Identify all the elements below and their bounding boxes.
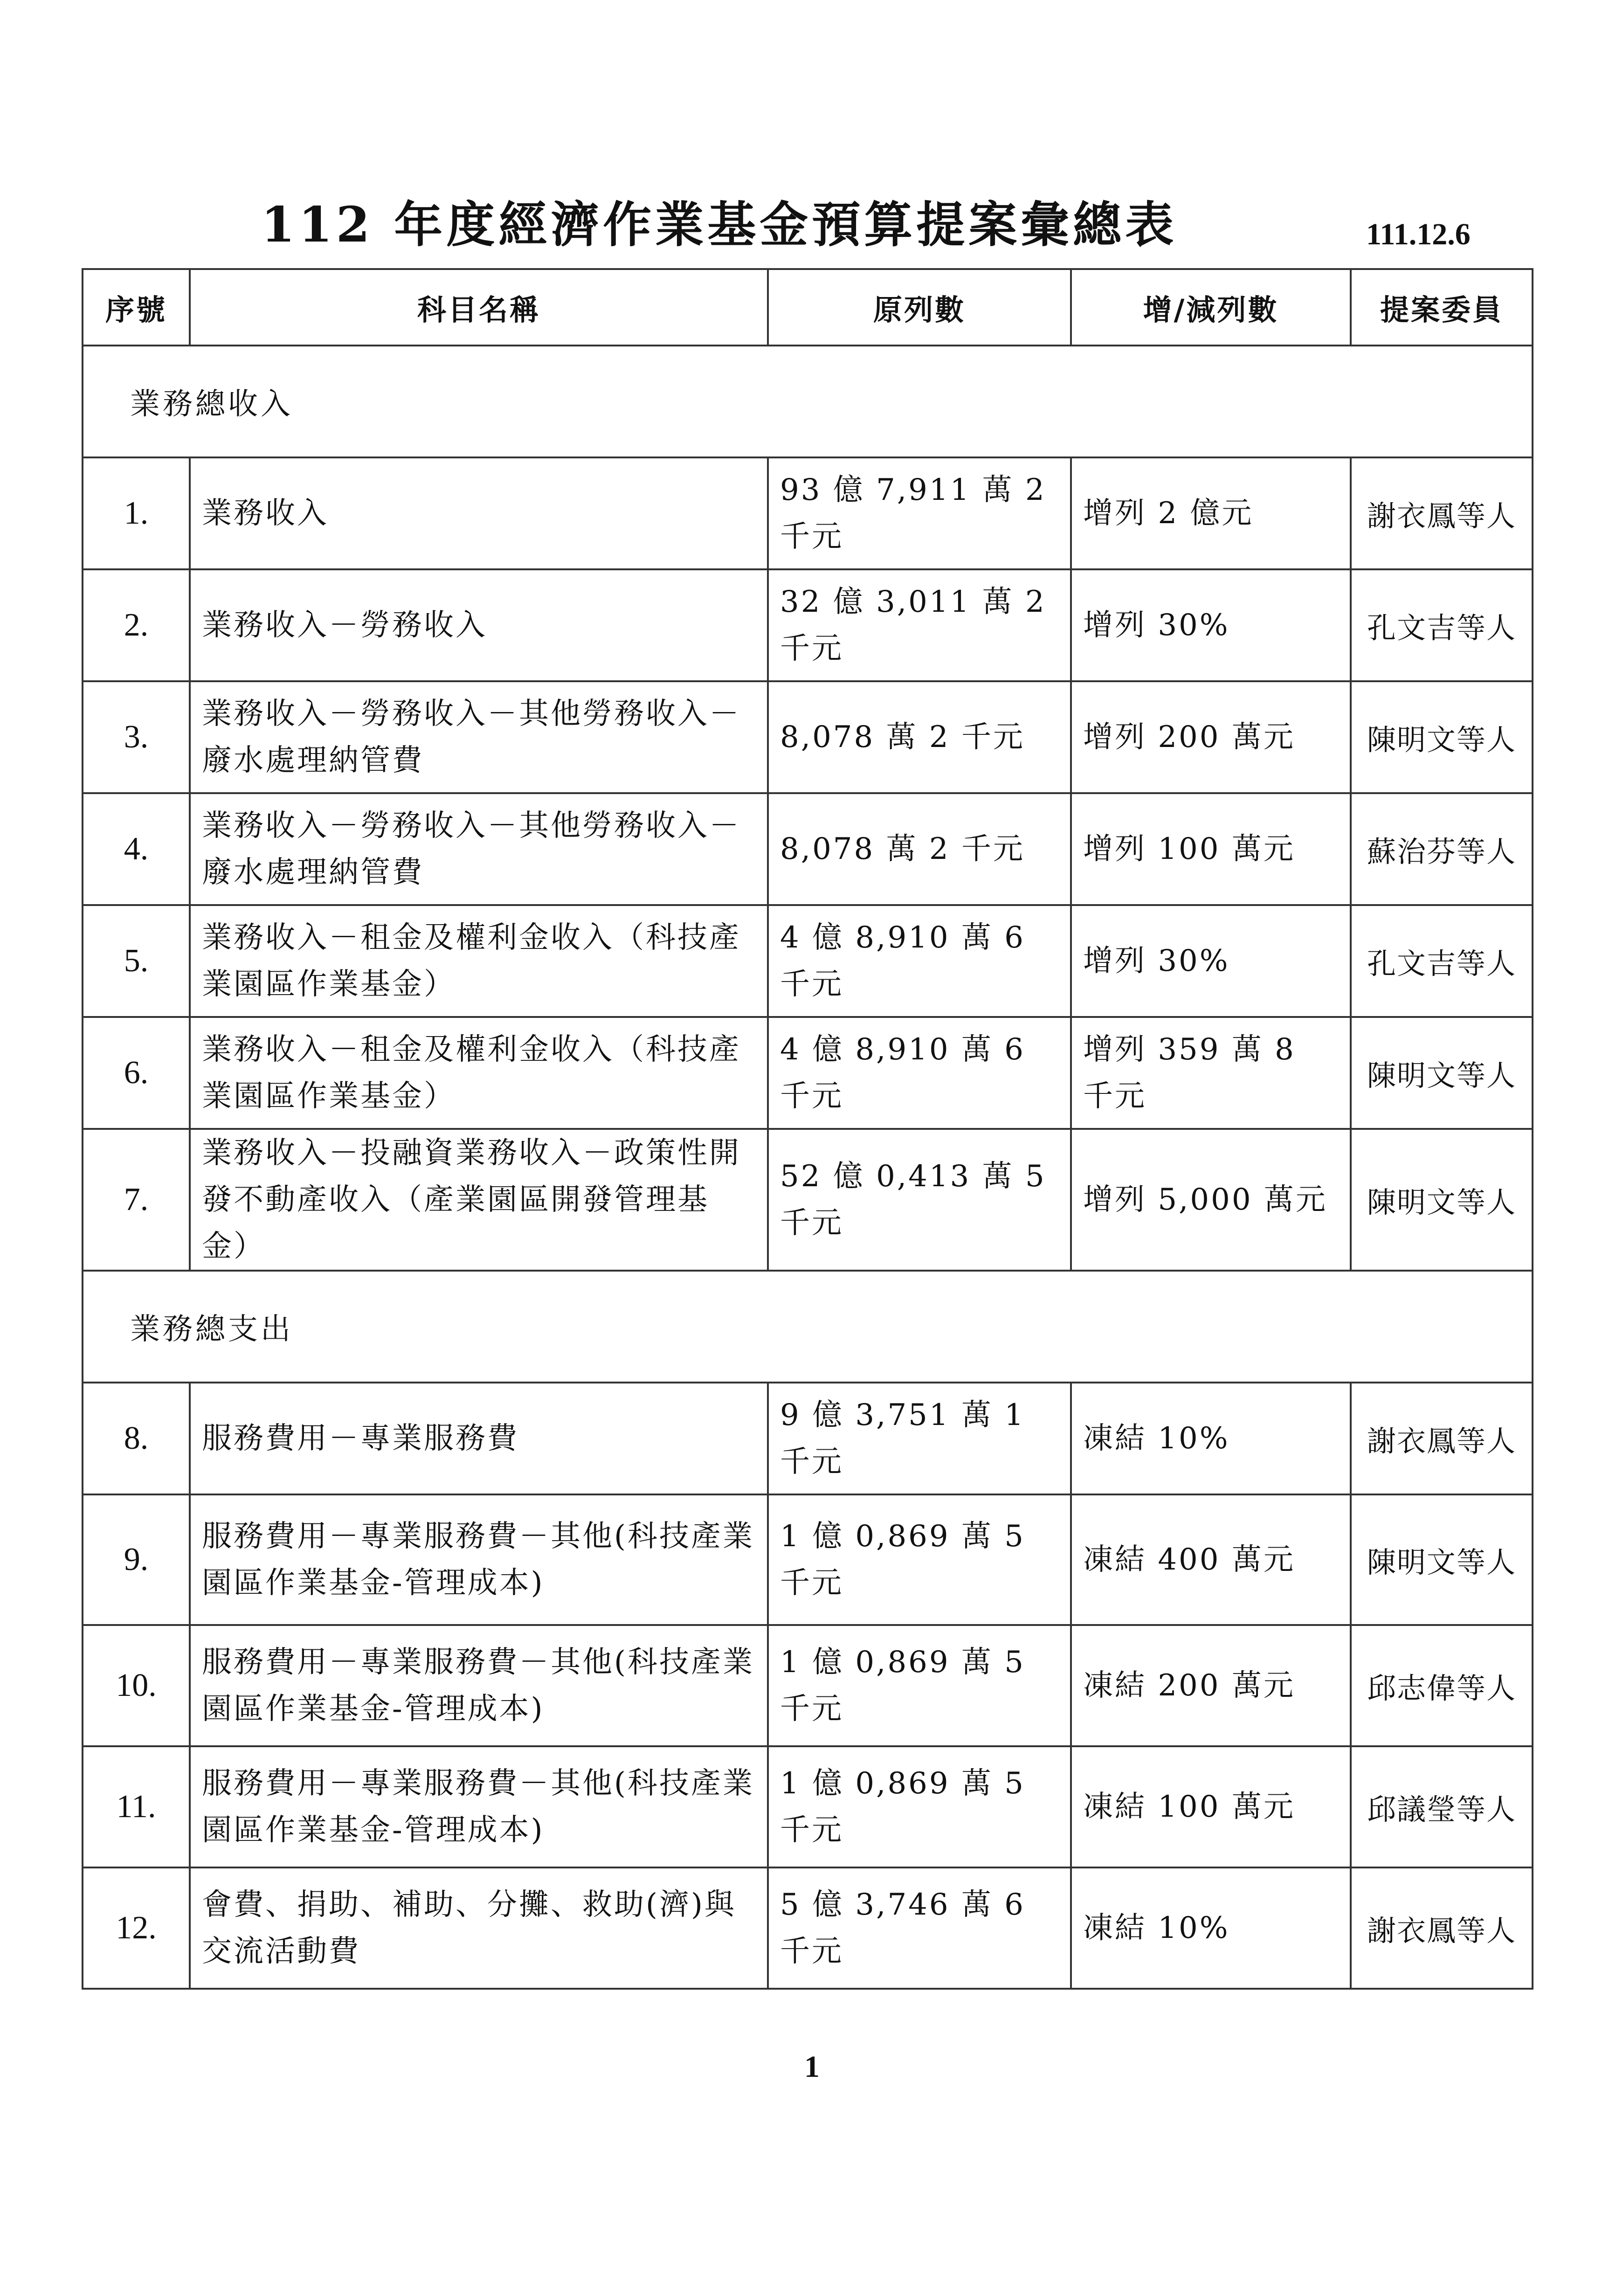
table-row [83, 1383, 1533, 1494]
original-amount: 1 億 0,869 萬 5 千元 [768, 1746, 1071, 1867]
row-number: 10. [83, 1625, 190, 1746]
row-number: 1. [83, 457, 190, 569]
original-amount: 1 億 0,869 萬 5 千元 [768, 1494, 1071, 1625]
change-amount: 增列 5,000 萬元 [1071, 1129, 1351, 1271]
change-amount: 凍結 100 萬元 [1071, 1746, 1351, 1867]
proposing-member: 邱志偉等人 [1351, 1625, 1533, 1746]
proposing-member: 陳明文等人 [1351, 681, 1533, 793]
row-number: 8. [83, 1383, 190, 1494]
change-amount: 凍結 400 萬元 [1071, 1494, 1351, 1625]
table-header-row [83, 269, 1533, 346]
item-name: 服務費用－專業服務費 [190, 1383, 768, 1494]
change-amount: 凍結 200 萬元 [1071, 1625, 1351, 1746]
item-name: 服務費用－專業服務費－其他(科技產業園區作業基金-管理成本) [190, 1494, 768, 1625]
header-name: 科目名稱 [190, 269, 768, 346]
original-amount: 4 億 8,910 萬 6 千元 [768, 1017, 1071, 1129]
row-number: 7. [83, 1129, 190, 1271]
table-row [83, 1017, 1533, 1129]
item-name: 業務收入 [190, 457, 768, 569]
row-number: 9. [83, 1494, 190, 1625]
page-number: 1 [804, 2050, 820, 2084]
item-name: 服務費用－專業服務費－其他(科技產業園區作業基金-管理成本) [190, 1625, 768, 1746]
original-amount: 8,078 萬 2 千元 [768, 681, 1071, 793]
table-row [83, 793, 1533, 905]
proposing-member: 陳明文等人 [1351, 1129, 1533, 1271]
row-number: 12. [83, 1867, 190, 1989]
original-amount: 8,078 萬 2 千元 [768, 793, 1071, 905]
proposing-member: 孔文吉等人 [1351, 905, 1533, 1017]
change-amount: 增列 359 萬 8 千元 [1071, 1017, 1351, 1129]
table-row [83, 1625, 1533, 1746]
row-number: 4. [83, 793, 190, 905]
change-amount: 增列 100 萬元 [1071, 793, 1351, 905]
section-title: 業務總支出 [83, 1271, 1533, 1383]
row-number: 3. [83, 681, 190, 793]
table-row [83, 1129, 1533, 1271]
table-row [83, 1746, 1533, 1867]
table-row [83, 681, 1533, 793]
row-number: 11. [83, 1746, 190, 1867]
proposing-member: 謝衣鳳等人 [1351, 1383, 1533, 1494]
table-row [83, 457, 1533, 569]
change-amount: 增列 30% [1071, 569, 1351, 681]
table-body [83, 346, 1533, 1989]
proposing-member: 孔文吉等人 [1351, 569, 1533, 681]
header-member: 提案委員 [1351, 269, 1533, 346]
change-amount: 增列 200 萬元 [1071, 681, 1351, 793]
change-amount: 凍結 10% [1071, 1383, 1351, 1494]
proposing-member: 陳明文等人 [1351, 1494, 1533, 1625]
proposing-member: 謝衣鳳等人 [1351, 457, 1533, 569]
change-amount: 凍結 10% [1071, 1867, 1351, 1989]
row-number: 2. [83, 569, 190, 681]
section-row [83, 346, 1533, 457]
proposing-member: 蘇治芬等人 [1351, 793, 1533, 905]
item-name: 業務收入－勞務收入－其他勞務收入－廢水處理納管費 [190, 681, 768, 793]
original-amount: 93 億 7,911 萬 2 千元 [768, 457, 1071, 569]
item-name: 業務收入－租金及權利金收入（科技產業園區作業基金） [190, 905, 768, 1017]
table-row [83, 569, 1533, 681]
header-no: 序號 [83, 269, 190, 346]
item-name: 業務收入－勞務收入－其他勞務收入－廢水處理納管費 [190, 793, 768, 905]
item-name: 服務費用－專業服務費－其他(科技產業園區作業基金-管理成本) [190, 1746, 768, 1867]
header-change: 增/減列數 [1071, 269, 1351, 346]
original-amount: 4 億 8,910 萬 6 千元 [768, 905, 1071, 1017]
proposing-member: 邱議瑩等人 [1351, 1746, 1533, 1867]
original-amount: 32 億 3,011 萬 2 千元 [768, 569, 1071, 681]
change-amount: 增列 30% [1071, 905, 1351, 1017]
document-date: 111.12.6 [1366, 217, 1471, 251]
section-row [83, 1271, 1533, 1383]
row-number: 6. [83, 1017, 190, 1129]
original-amount: 9 億 3,751 萬 1 千元 [768, 1383, 1071, 1494]
table-row [83, 905, 1533, 1017]
section-title: 業務總收入 [83, 346, 1533, 457]
proposal-table [82, 268, 1533, 1990]
item-name: 業務收入－租金及權利金收入（科技產業園區作業基金） [190, 1017, 768, 1129]
header-original: 原列數 [768, 269, 1071, 346]
table-row [83, 1867, 1533, 1989]
row-number: 5. [83, 905, 190, 1017]
original-amount: 52 億 0,413 萬 5 千元 [768, 1129, 1071, 1271]
item-name: 會費、捐助、補助、分攤、救助(濟)與交流活動費 [190, 1867, 768, 1989]
original-amount: 5 億 3,746 萬 6 千元 [768, 1867, 1071, 1989]
document-title: 112 年度經濟作業基金預算提案彙總表 [261, 196, 1178, 253]
proposing-member: 謝衣鳳等人 [1351, 1867, 1533, 1989]
change-amount: 增列 2 億元 [1071, 457, 1351, 569]
item-name: 業務收入－投融資業務收入－政策性開發不動產收入（產業園區開發管理基金） [190, 1129, 768, 1271]
original-amount: 1 億 0,869 萬 5 千元 [768, 1625, 1071, 1746]
item-name: 業務收入－勞務收入 [190, 569, 768, 681]
table-row [83, 1494, 1533, 1625]
proposing-member: 陳明文等人 [1351, 1017, 1533, 1129]
